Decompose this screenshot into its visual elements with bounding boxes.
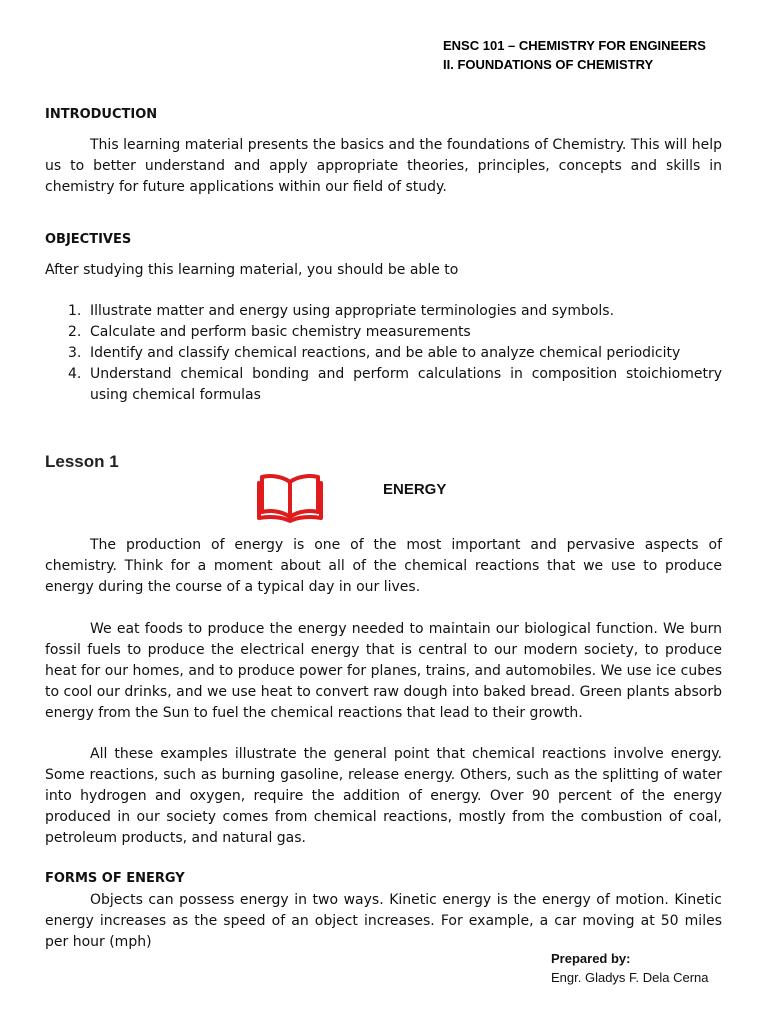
book-icon <box>256 470 324 524</box>
lesson-paragraph-2 <box>45 619 722 724</box>
forms-of-energy-paragraph <box>45 890 722 953</box>
unit-title: II. FOUNDATIONS OF CHEMISTRY <box>443 57 654 72</box>
lesson-label: Lesson 1 <box>45 452 119 471</box>
paragraph-text: The production of energy is one of the most important and pervasive aspects of chemistry. Think for a moment about all of the chemical reactions that we use to produce energy during the course of a typical day in our lives. <box>45 537 722 595</box>
prepared-by-label: Prepared by: <box>551 951 631 966</box>
course-title: ENSC 101 – CHEMISTRY FOR ENGINEERS <box>443 38 706 53</box>
author-name: Engr. Gladys F. Dela Cerna <box>551 970 709 985</box>
introduction-heading: INTRODUCTION <box>45 107 158 122</box>
list-text: Identify and classify chemical reactions, and be able to analyze chemical periodicity <box>90 345 681 361</box>
objectives-heading: OBJECTIVES <box>45 232 132 247</box>
objectives-list <box>45 301 722 406</box>
list-text: Calculate and perform basic chemistry measurements <box>90 324 471 340</box>
forms-of-energy-heading: FORMS OF ENERGY <box>45 871 185 886</box>
list-item <box>45 364 722 406</box>
list-item <box>45 322 722 343</box>
list-item <box>45 343 722 364</box>
introduction-text: This learning material presents the basics and the foundations of Chemistry. This will help us to better understand and apply appropriate theories, principles, concepts and skills in chemistry for future applications within our field of study. <box>45 137 722 195</box>
list-number: 3. <box>68 345 82 361</box>
list-number: 2. <box>68 324 82 340</box>
list-number: 1. <box>68 303 82 319</box>
paragraph-text: We eat foods to produce the energy needed to maintain our biological function. We burn fossil fuels to produce the electrical energy that is central to our modern society, to produce heat for our homes, and to produce power for planes, trains, and automobiles. We use ice cubes to cool our drinks, and we use heat to convert raw dough into baked bread. Green plants absorb energy from the Sun to fuel the chemical reactions that lead to their growth. <box>45 621 722 721</box>
introduction-paragraph <box>45 135 722 198</box>
lesson-title: ENERGY <box>383 481 447 498</box>
objectives-lead: After studying this learning material, you should be able to <box>45 262 459 278</box>
list-text: Illustrate matter and energy using appropriate terminologies and symbols. <box>90 303 615 319</box>
list-item <box>45 301 722 322</box>
lesson-paragraph-3 <box>45 744 722 849</box>
list-text: Understand chemical bonding and perform calculations in composition stoichiometry using chemical formulas <box>90 366 722 403</box>
list-number: 4. <box>68 366 82 382</box>
paragraph-text: All these examples illustrate the general point that chemical reactions involve energy. Some reactions, such as burning gasoline, release energy. Others, such as the splitting of water into hydrogen and oxygen, require the addition of energy. Over 90 percent of the energy produced in our society comes from chemical reactions, mostly from the combustion of coal, petroleum products, and natural gas. <box>45 746 722 846</box>
lesson-paragraph-1 <box>45 535 722 598</box>
paragraph-text: Objects can possess energy in two ways. Kinetic energy is the energy of motion. Kinetic energy increases as the speed of an object increases. For example, a car moving at 50 miles per hour (mph) <box>45 892 722 950</box>
